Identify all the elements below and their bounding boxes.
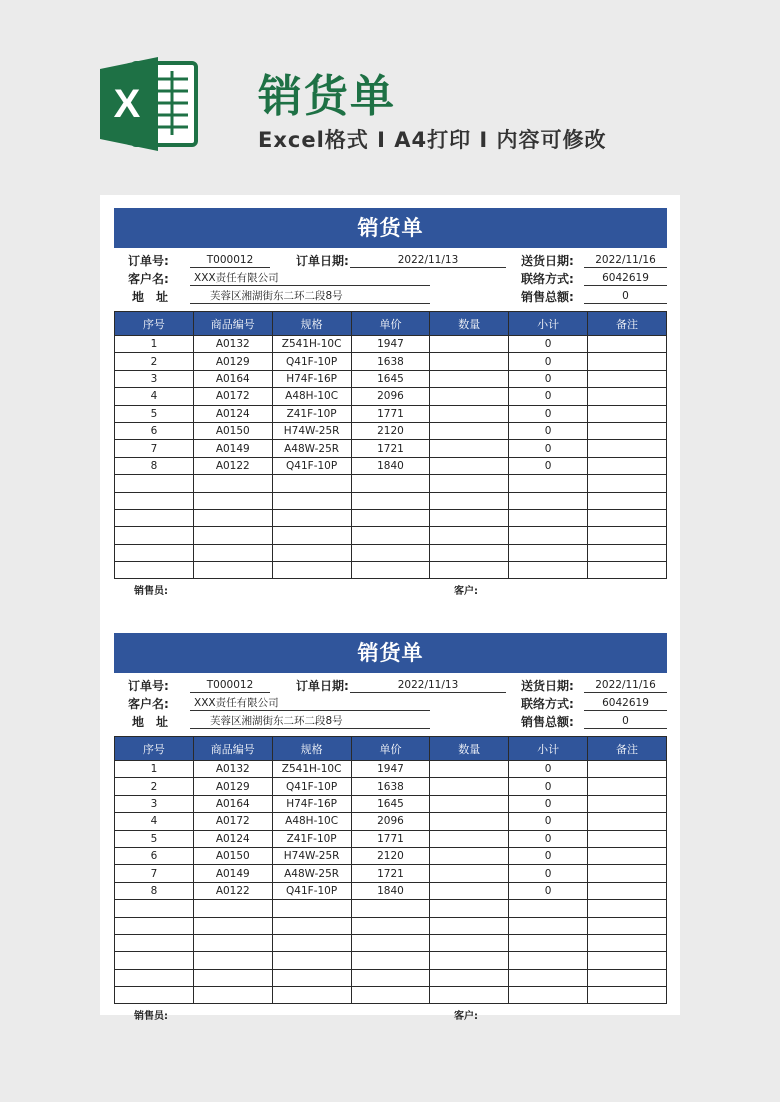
table-cell[interactable] — [509, 527, 588, 544]
table-cell[interactable]: A0129 — [193, 778, 272, 795]
delivery-date-label: 送货日期: — [521, 254, 574, 268]
salesperson-label: 销售员: — [134, 1011, 168, 1023]
sales-total-label: 销售总额: — [521, 290, 574, 304]
table-cell[interactable] — [193, 900, 272, 917]
table-cell[interactable] — [430, 813, 509, 830]
table-cell[interactable] — [430, 952, 509, 969]
document-page — [100, 195, 680, 1023]
table-cell[interactable] — [588, 900, 667, 917]
table-cell[interactable] — [509, 969, 588, 986]
table-row — [115, 336, 667, 353]
table-cell[interactable]: 2120 — [351, 422, 430, 439]
table-cell[interactable] — [272, 917, 351, 934]
table-cell[interactable] — [588, 934, 667, 951]
table-cell[interactable] — [430, 795, 509, 812]
address-label: 地 址 — [132, 290, 169, 304]
table-cell[interactable]: Q41F-10P — [272, 882, 351, 899]
table-cell[interactable]: 0 — [509, 405, 588, 422]
table-cell[interactable] — [272, 562, 351, 579]
customer-name-value[interactable]: XXX责任有限公司 — [190, 695, 430, 711]
promo-subtitle: Excel格式 I A4打印 I 内容可修改 — [258, 128, 607, 152]
table-cell[interactable]: 0 — [509, 882, 588, 899]
empty-row — [115, 917, 667, 934]
table-cell[interactable] — [509, 987, 588, 1004]
empty-row — [115, 969, 667, 986]
table-cell[interactable]: 1721 — [351, 865, 430, 882]
table-cell[interactable] — [430, 969, 509, 986]
table-cell[interactable]: 1645 — [351, 795, 430, 812]
table-cell[interactable] — [272, 544, 351, 561]
table-cell[interactable]: Z41F-10P — [272, 405, 351, 422]
table-cell[interactable] — [272, 527, 351, 544]
table-cell[interactable] — [272, 900, 351, 917]
column-header: 序号 — [115, 737, 194, 761]
table-cell[interactable]: A0122 — [193, 457, 272, 474]
table-row — [115, 457, 667, 474]
table-cell[interactable]: A0124 — [193, 830, 272, 847]
table-cell[interactable]: A0164 — [193, 370, 272, 387]
table-cell[interactable]: 0 — [509, 457, 588, 474]
table-cell[interactable] — [430, 562, 509, 579]
sales-total-label: 销售总额: — [521, 715, 574, 729]
promo-title: 销货单 — [258, 71, 396, 122]
table-cell[interactable]: A0132 — [193, 761, 272, 778]
table-cell[interactable] — [193, 917, 272, 934]
excel-logo-icon — [100, 57, 200, 151]
table-cell[interactable] — [351, 544, 430, 561]
table-cell[interactable] — [193, 527, 272, 544]
table-cell[interactable]: 0 — [509, 778, 588, 795]
salesperson-label: 销售员: — [134, 586, 168, 598]
table-cell[interactable] — [430, 917, 509, 934]
table-row — [115, 830, 667, 847]
table-cell[interactable]: A0150 — [193, 422, 272, 439]
sales-total-value[interactable]: 0 — [584, 713, 667, 729]
order-date-value[interactable]: 2022/11/13 — [350, 677, 506, 693]
table-cell[interactable]: Q41F-10P — [272, 457, 351, 474]
table-cell[interactable]: 5 — [115, 405, 194, 422]
table-cell[interactable]: 1947 — [351, 761, 430, 778]
customer-name-label: 客户名: — [128, 272, 169, 286]
table-cell[interactable]: 0 — [509, 440, 588, 457]
empty-row — [115, 544, 667, 561]
table-cell[interactable]: A48H-10C — [272, 813, 351, 830]
table-cell[interactable] — [430, 509, 509, 526]
table-cell[interactable] — [588, 778, 667, 795]
table-row — [115, 422, 667, 439]
table-cell[interactable] — [115, 987, 194, 1004]
table-cell[interactable]: 3 — [115, 370, 194, 387]
table-row — [115, 405, 667, 422]
table-cell[interactable] — [351, 934, 430, 951]
table-cell[interactable]: H74W-25R — [272, 847, 351, 864]
table-row — [115, 388, 667, 405]
table-cell[interactable] — [430, 865, 509, 882]
table-cell[interactable] — [588, 388, 667, 405]
table-cell[interactable] — [272, 475, 351, 492]
table-cell[interactable]: A0172 — [193, 813, 272, 830]
table-cell[interactable]: 2 — [115, 778, 194, 795]
customer-name-label: 客户名: — [128, 697, 169, 711]
table-cell[interactable] — [115, 475, 194, 492]
empty-row — [115, 527, 667, 544]
items-table — [114, 311, 667, 579]
table-cell[interactable] — [115, 544, 194, 561]
address-value[interactable]: 芙蓉区湘湖街东二环二段8号 — [190, 288, 430, 304]
table-cell[interactable]: 1947 — [351, 336, 430, 353]
table-cell[interactable] — [588, 865, 667, 882]
table-cell[interactable]: 0 — [509, 865, 588, 882]
empty-row — [115, 934, 667, 951]
table-cell[interactable] — [115, 900, 194, 917]
table-cell[interactable] — [272, 509, 351, 526]
table-cell[interactable]: 1721 — [351, 440, 430, 457]
form-footer — [114, 1004, 667, 1023]
table-cell[interactable] — [509, 475, 588, 492]
table-cell[interactable] — [351, 492, 430, 509]
table-cell[interactable] — [430, 440, 509, 457]
table-cell[interactable] — [430, 934, 509, 951]
contact-label: 联络方式: — [521, 697, 574, 711]
table-cell[interactable] — [193, 969, 272, 986]
table-cell[interactable] — [588, 353, 667, 370]
table-row — [115, 761, 667, 778]
table-cell[interactable] — [588, 882, 667, 899]
table-cell[interactable]: A0124 — [193, 405, 272, 422]
customer-name-value[interactable]: XXX责任有限公司 — [190, 270, 430, 286]
order-date-label: 订单日期: — [296, 679, 349, 693]
form-info — [114, 248, 667, 308]
table-cell[interactable] — [588, 475, 667, 492]
table-cell[interactable]: 1645 — [351, 370, 430, 387]
table-cell[interactable]: 0 — [509, 422, 588, 439]
form-title: 销货单 — [114, 208, 667, 248]
table-cell[interactable] — [588, 795, 667, 812]
table-cell[interactable]: 8 — [115, 882, 194, 899]
table-cell[interactable] — [115, 969, 194, 986]
table-cell[interactable] — [193, 492, 272, 509]
table-cell[interactable] — [509, 917, 588, 934]
table-cell[interactable] — [115, 509, 194, 526]
promo-banner — [0, 0, 780, 190]
column-header: 单价 — [351, 737, 430, 761]
table-cell[interactable] — [588, 492, 667, 509]
table-cell[interactable] — [272, 987, 351, 1004]
form-title: 销货单 — [114, 633, 667, 673]
table-cell[interactable] — [509, 544, 588, 561]
column-header: 数量 — [430, 312, 509, 336]
table-cell[interactable]: A48W-25R — [272, 865, 351, 882]
order-no-label: 订单号: — [128, 679, 169, 693]
table-cell[interactable] — [509, 934, 588, 951]
contact-label: 联络方式: — [521, 272, 574, 286]
table-cell[interactable] — [430, 830, 509, 847]
table-cell[interactable] — [430, 353, 509, 370]
table-row — [115, 440, 667, 457]
table-cell[interactable] — [115, 952, 194, 969]
table-cell[interactable]: A0122 — [193, 882, 272, 899]
table-cell[interactable]: Z541H-10C — [272, 336, 351, 353]
table-row — [115, 813, 667, 830]
table-cell[interactable] — [193, 509, 272, 526]
table-cell[interactable] — [430, 336, 509, 353]
table-cell[interactable] — [115, 562, 194, 579]
table-cell[interactable] — [588, 457, 667, 474]
table-row — [115, 795, 667, 812]
table-cell[interactable]: Q41F-10P — [272, 778, 351, 795]
table-cell[interactable] — [430, 492, 509, 509]
table-cell[interactable]: 2120 — [351, 847, 430, 864]
table-cell[interactable]: A0150 — [193, 847, 272, 864]
table-cell[interactable] — [430, 544, 509, 561]
form-footer — [114, 579, 667, 598]
table-cell[interactable] — [115, 917, 194, 934]
table-cell[interactable] — [430, 422, 509, 439]
table-cell[interactable]: A0129 — [193, 353, 272, 370]
table-cell[interactable]: H74F-16P — [272, 370, 351, 387]
table-cell[interactable] — [509, 952, 588, 969]
delivery-date-label: 送货日期: — [521, 679, 574, 693]
table-cell[interactable]: A48H-10C — [272, 388, 351, 405]
table-cell[interactable]: 1 — [115, 336, 194, 353]
table-cell[interactable] — [509, 492, 588, 509]
table-cell[interactable] — [588, 336, 667, 353]
table-cell[interactable]: H74W-25R — [272, 422, 351, 439]
column-header: 规格 — [272, 312, 351, 336]
form-info — [114, 673, 667, 733]
contact-value[interactable]: 6042619 — [584, 695, 667, 711]
table-cell[interactable] — [430, 987, 509, 1004]
table-cell[interactable] — [272, 952, 351, 969]
table-cell[interactable] — [430, 457, 509, 474]
table-cell[interactable]: 0 — [509, 847, 588, 864]
table-row — [115, 882, 667, 899]
table-cell[interactable] — [351, 952, 430, 969]
table-cell[interactable] — [272, 934, 351, 951]
table-cell[interactable] — [351, 917, 430, 934]
table-row — [115, 370, 667, 387]
table-cell[interactable]: 0 — [509, 761, 588, 778]
column-header: 备注 — [588, 312, 667, 336]
table-cell[interactable] — [588, 830, 667, 847]
table-row — [115, 865, 667, 882]
table-cell[interactable] — [193, 987, 272, 1004]
logo-letter: X — [113, 82, 141, 126]
table-cell[interactable] — [193, 544, 272, 561]
table-cell[interactable]: 0 — [509, 813, 588, 830]
table-cell[interactable] — [588, 987, 667, 1004]
table-cell[interactable]: 1 — [115, 761, 194, 778]
table-cell[interactable]: 6 — [115, 847, 194, 864]
table-cell[interactable]: 2 — [115, 353, 194, 370]
order-no-value[interactable]: T000012 — [190, 252, 270, 268]
table-cell[interactable]: 0 — [509, 370, 588, 387]
table-cell[interactable]: 0 — [509, 353, 588, 370]
table-cell[interactable] — [588, 847, 667, 864]
sales-total-value[interactable]: 0 — [584, 288, 667, 304]
table-cell[interactable]: 7 — [115, 440, 194, 457]
empty-row — [115, 509, 667, 526]
table-cell[interactable] — [430, 370, 509, 387]
empty-row — [115, 475, 667, 492]
order-no-value[interactable]: T000012 — [190, 677, 270, 693]
table-cell[interactable] — [430, 847, 509, 864]
table-cell[interactable] — [115, 934, 194, 951]
empty-row — [115, 900, 667, 917]
table-cell[interactable] — [588, 422, 667, 439]
table-cell[interactable] — [351, 900, 430, 917]
table-cell[interactable]: 2096 — [351, 813, 430, 830]
sales-form-bottom — [114, 633, 667, 1023]
table-cell[interactable]: A0164 — [193, 795, 272, 812]
table-cell[interactable]: 5 — [115, 830, 194, 847]
table-row — [115, 778, 667, 795]
order-date-label: 订单日期: — [296, 254, 349, 268]
table-cell[interactable] — [351, 509, 430, 526]
table-cell[interactable] — [115, 492, 194, 509]
table-cell[interactable]: 7 — [115, 865, 194, 882]
empty-row — [115, 492, 667, 509]
table-cell[interactable] — [115, 527, 194, 544]
table-row — [115, 353, 667, 370]
table-cell[interactable]: H74F-16P — [272, 795, 351, 812]
table-cell[interactable] — [588, 813, 667, 830]
table-cell[interactable]: A48W-25R — [272, 440, 351, 457]
order-date-value[interactable]: 2022/11/13 — [350, 252, 506, 268]
table-cell[interactable] — [193, 952, 272, 969]
table-cell[interactable] — [351, 562, 430, 579]
table-cell[interactable]: 1840 — [351, 882, 430, 899]
table-cell[interactable]: A0132 — [193, 336, 272, 353]
table-cell[interactable]: Q41F-10P — [272, 353, 351, 370]
table-cell[interactable] — [272, 492, 351, 509]
customer-sign-label: 客户: — [454, 586, 478, 598]
table-cell[interactable] — [193, 562, 272, 579]
table-cell[interactable] — [430, 778, 509, 795]
table-cell[interactable] — [588, 405, 667, 422]
table-cell[interactable] — [272, 969, 351, 986]
table-cell[interactable] — [588, 509, 667, 526]
table-cell[interactable] — [351, 475, 430, 492]
table-cell[interactable] — [430, 388, 509, 405]
table-cell[interactable]: 0 — [509, 795, 588, 812]
address-label: 地 址 — [132, 715, 169, 729]
table-row — [115, 847, 667, 864]
table-cell[interactable]: 1771 — [351, 405, 430, 422]
table-cell[interactable]: 2096 — [351, 388, 430, 405]
table-cell[interactable] — [509, 562, 588, 579]
table-cell[interactable]: 0 — [509, 336, 588, 353]
table-cell[interactable] — [588, 544, 667, 561]
table-cell[interactable] — [588, 917, 667, 934]
table-cell[interactable] — [351, 527, 430, 544]
contact-value[interactable]: 6042619 — [584, 270, 667, 286]
column-header: 序号 — [115, 312, 194, 336]
table-cell[interactable]: 1840 — [351, 457, 430, 474]
table-cell[interactable] — [588, 527, 667, 544]
table-cell[interactable] — [588, 952, 667, 969]
table-cell[interactable] — [588, 440, 667, 457]
table-cell[interactable] — [509, 509, 588, 526]
empty-row — [115, 562, 667, 579]
customer-sign-label: 客户: — [454, 1011, 478, 1023]
empty-row — [115, 987, 667, 1004]
table-cell[interactable] — [430, 882, 509, 899]
address-value[interactable]: 芙蓉区湘湖街东二环二段8号 — [190, 713, 430, 729]
table-cell[interactable] — [588, 562, 667, 579]
column-header: 商品编号 — [193, 737, 272, 761]
column-header: 备注 — [588, 737, 667, 761]
table-cell[interactable] — [588, 761, 667, 778]
table-cell[interactable]: Z41F-10P — [272, 830, 351, 847]
table-cell[interactable]: 0 — [509, 388, 588, 405]
table-cell[interactable] — [430, 475, 509, 492]
table-cell[interactable]: 1771 — [351, 830, 430, 847]
table-cell[interactable]: A0149 — [193, 440, 272, 457]
table-cell[interactable]: A0172 — [193, 388, 272, 405]
column-header: 小计 — [509, 312, 588, 336]
table-cell[interactable] — [588, 969, 667, 986]
table-cell[interactable] — [588, 370, 667, 387]
table-cell[interactable] — [430, 527, 509, 544]
table-cell[interactable] — [430, 900, 509, 917]
table-cell[interactable]: 1638 — [351, 778, 430, 795]
table-cell[interactable]: 6 — [115, 422, 194, 439]
column-header: 数量 — [430, 737, 509, 761]
table-cell[interactable] — [193, 475, 272, 492]
table-cell[interactable] — [351, 969, 430, 986]
table-cell[interactable]: A0149 — [193, 865, 272, 882]
delivery-date-value[interactable]: 2022/11/16 — [584, 252, 667, 268]
table-cell[interactable] — [430, 405, 509, 422]
sales-form-top — [114, 208, 667, 598]
column-header: 单价 — [351, 312, 430, 336]
column-header: 规格 — [272, 737, 351, 761]
table-cell[interactable]: 4 — [115, 388, 194, 405]
delivery-date-value[interactable]: 2022/11/16 — [584, 677, 667, 693]
empty-row — [115, 952, 667, 969]
table-cell[interactable] — [509, 900, 588, 917]
table-cell[interactable] — [351, 987, 430, 1004]
table-cell[interactable] — [193, 934, 272, 951]
table-cell[interactable] — [430, 761, 509, 778]
table-cell[interactable]: 1638 — [351, 353, 430, 370]
order-no-label: 订单号: — [128, 254, 169, 268]
column-header: 小计 — [509, 737, 588, 761]
table-cell[interactable]: Z541H-10C — [272, 761, 351, 778]
column-header: 商品编号 — [193, 312, 272, 336]
items-table — [114, 736, 667, 1004]
table-cell[interactable]: 3 — [115, 795, 194, 812]
table-cell[interactable]: 4 — [115, 813, 194, 830]
table-cell[interactable]: 0 — [509, 830, 588, 847]
table-cell[interactable]: 8 — [115, 457, 194, 474]
